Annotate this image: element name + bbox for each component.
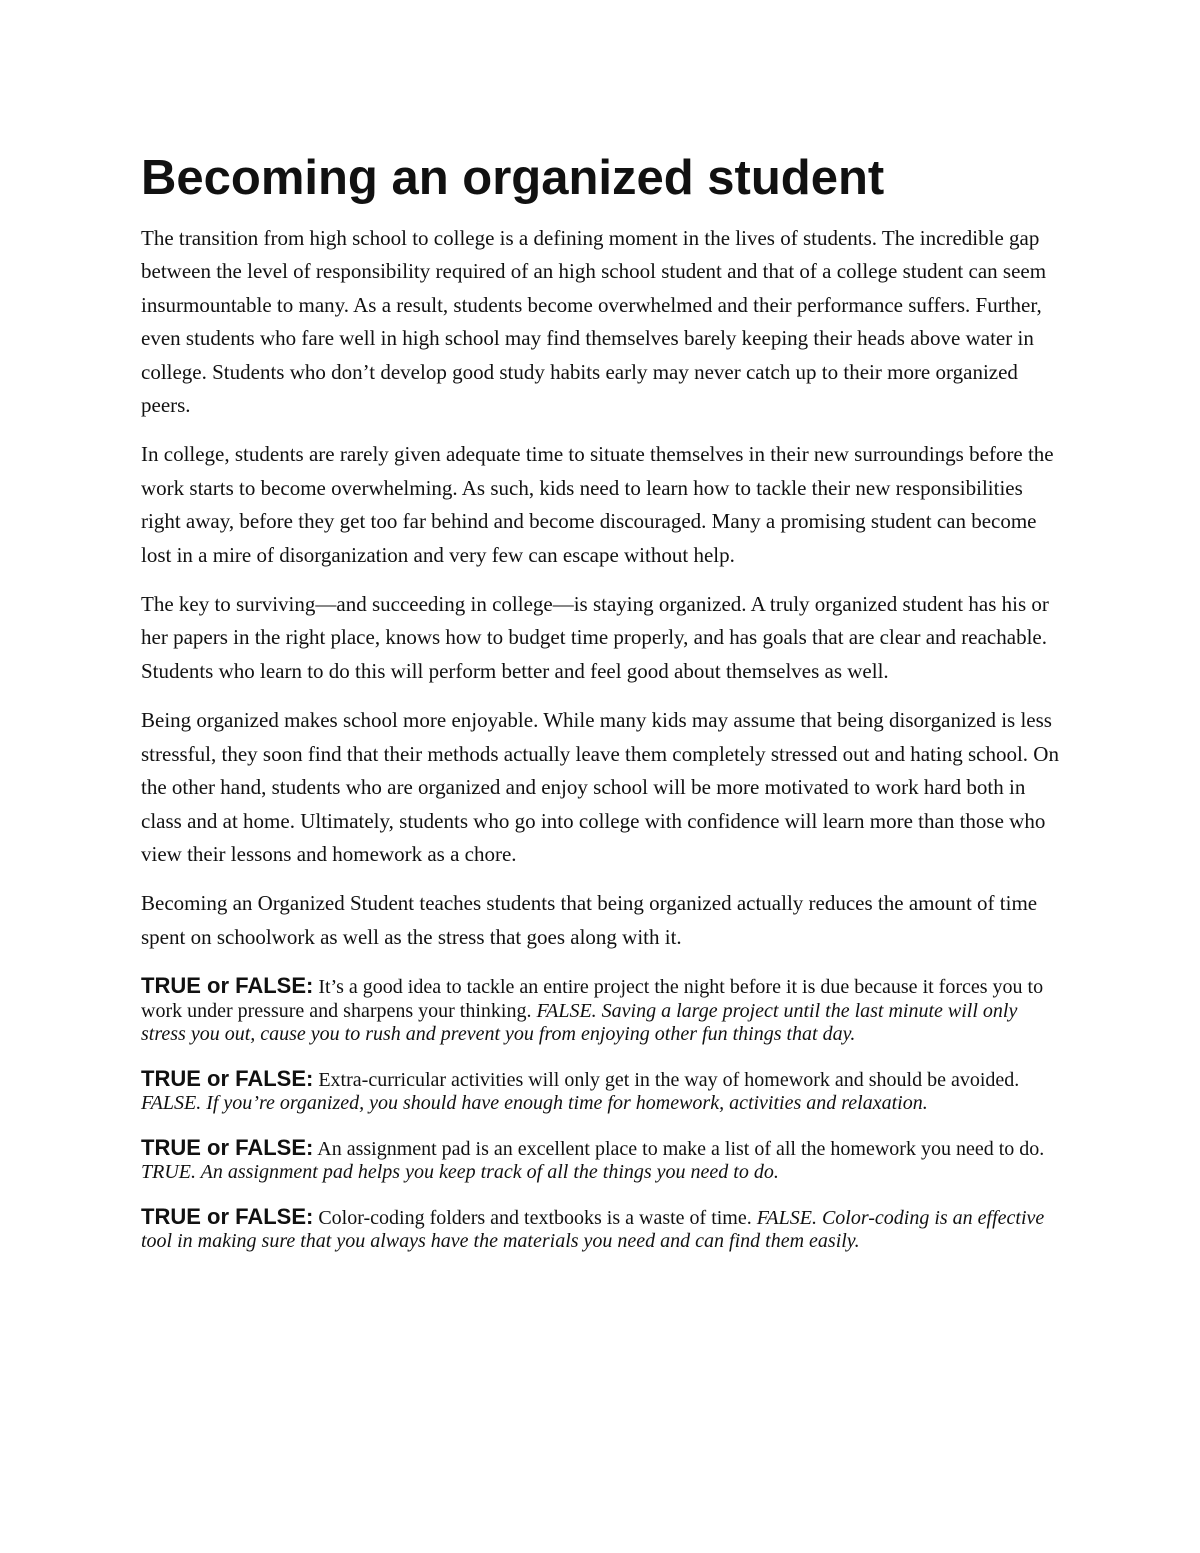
true-false-label: TRUE or FALSE: xyxy=(141,973,314,999)
true-false-item xyxy=(141,1205,1066,1254)
true-false-label: TRUE or FALSE: xyxy=(141,1065,314,1091)
true-false-answer: FALSE. Color-coding is an effective tool in making sure that you always have the materials you need and can find them easily. xyxy=(141,1206,1045,1253)
body-paragraph: In college, students are rarely given adequate time to situate themselves in their new surroundings before the work starts to become overwhelming. As such, kids need to learn how to tackle their new responsibilities right away, before they get too far behind and become discouraged. Many a promising student can become lost in a mire of disorganization and very few can escape without help. xyxy=(141,442,1054,567)
page-title: Becoming an organized student xyxy=(141,151,885,205)
body-paragraph: The key to surviving—and succeeding in college—is staying organized. A truly organized student has his or her papers in the right place, knows how to budget time properly, and has goals that are clear and reachable. Students who learn to do this will perform better and feel good about themselves as well. xyxy=(141,592,1049,683)
true-false-answer: FALSE. Saving a large project until the last minute will only stress you out, cause you to rush and prevent you from enjoying other fun things that day. xyxy=(141,999,1018,1046)
true-false-item xyxy=(141,1067,1066,1116)
document-page xyxy=(141,148,1066,1274)
body-paragraph: Becoming an Organized Student teaches students that being organized actually reduces the amount of time spent on schoolwork as well as the stress that goes along with it. xyxy=(141,891,1038,949)
body-paragraph: The transition from high school to college is a defining moment in the lives of students. The incredible gap between the level of responsibility required of an high school student and that of a college student can seem insurmountable to many. As a result, students become overwhelmed and their performance suffers. Further, even students who fare well in high school may find themselves barely keeping their heads above water in college. Students who don’t develop good study habits early may never catch up to their more organized peers. xyxy=(141,226,1047,418)
true-false-label: TRUE or FALSE: xyxy=(141,1134,314,1160)
true-false-label: TRUE or FALSE: xyxy=(141,1203,314,1229)
true-false-answer: FALSE. If you’re organized, you should have enough time for homework, activities and relaxation. xyxy=(141,1092,928,1115)
true-false-statement: An assignment pad is an excellent place to make a list of all the homework you need to do. xyxy=(317,1137,1045,1160)
true-false-answer: TRUE. An assignment pad helps you keep track of all the things you need to do. xyxy=(141,1161,779,1184)
true-false-statement: It’s a good idea to tackle an entire project the night before it is due because it forces you to work under pressure and sharpens your thinking. xyxy=(141,976,1044,1022)
true-false-item xyxy=(141,1136,1066,1185)
body-paragraph: Being organized makes school more enjoyable. While many kids may assume that being disorganized is less stressful, they soon find that their methods actually leave them completely stressed out and hating school. On the other hand, students who are organized and enjoy school will be more motivated to work hard both in class and at home. Ultimately, students who go into college with confidence will learn more than those who view their lessons and homework as a chore. xyxy=(141,708,1059,866)
true-false-statement: Color-coding folders and textbooks is a waste of time. xyxy=(318,1206,752,1229)
true-false-statement: Extra-curricular activities will only get in the way of homework and should be avoided. xyxy=(318,1068,1020,1091)
true-false-item xyxy=(141,974,1066,1047)
